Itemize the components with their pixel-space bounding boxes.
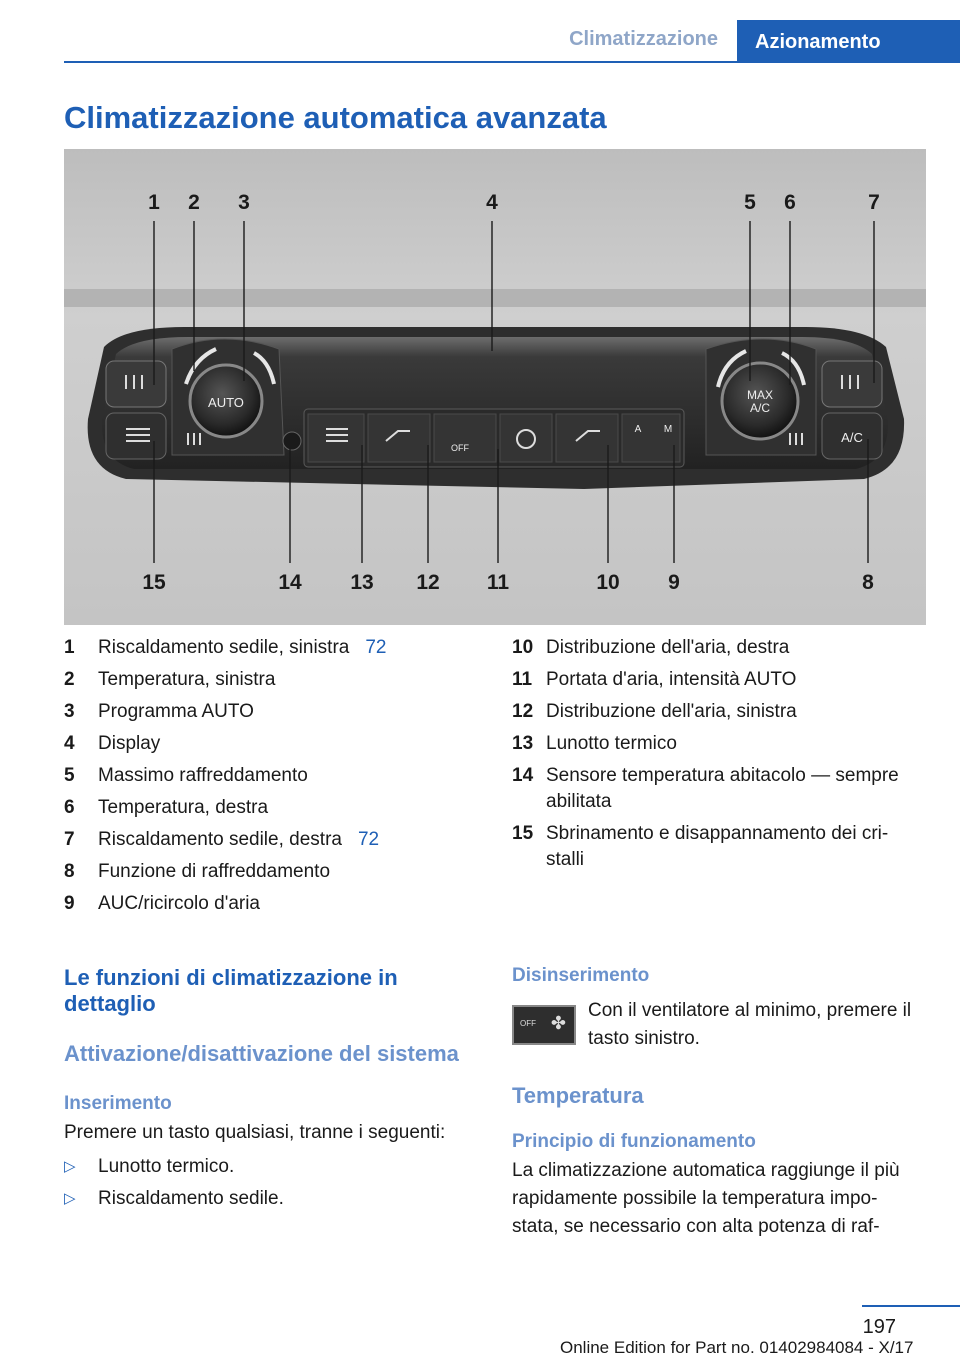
auc-m-label: M bbox=[663, 424, 673, 435]
page-title: Climatizzazione automatica avanzata bbox=[64, 100, 607, 135]
callout-6: 6 bbox=[784, 191, 796, 214]
auc-a-label: A bbox=[634, 424, 642, 435]
footer-edition: Online Edition for Part no. 01402984084 - X/17 bbox=[560, 1338, 914, 1357]
subsection-heading: Attivazione/disattivazione del sistema bbox=[64, 1041, 459, 1066]
temperatura-heading: Temperatura bbox=[512, 1083, 644, 1108]
max-ac-label: A/C bbox=[749, 401, 771, 415]
disinserimento-text-1: Con il ventilatore al minimo, premere il bbox=[588, 1000, 912, 1021]
page-number: 197 bbox=[862, 1316, 896, 1338]
principio-text-1: La climatizzazione automatica raggiunge il più bbox=[512, 1160, 900, 1181]
callout-2: 2 bbox=[188, 191, 200, 214]
inserimento-text: Premere un tasto qualsiasi, tranne i seguenti: bbox=[64, 1122, 446, 1143]
callout-13: 13 bbox=[350, 571, 374, 594]
callout-14: 14 bbox=[278, 571, 302, 594]
header-section: Climatizzazione bbox=[569, 28, 718, 50]
principio-text-2: rapidamente possibile la temperatura impo- bbox=[512, 1188, 878, 1209]
inserimento-heading: Inserimento bbox=[64, 1093, 172, 1114]
bullet-item: ▷ Riscaldamento sedile. bbox=[64, 1185, 474, 1213]
page-ref-link[interactable]: 72 bbox=[365, 637, 387, 658]
climate-control-photo bbox=[64, 149, 926, 625]
footer-rule bbox=[862, 1305, 960, 1307]
off-label: OFF bbox=[451, 443, 469, 453]
off-fan-button-icon: OFF ✤ bbox=[512, 1005, 576, 1045]
callout-4: 4 bbox=[486, 191, 498, 214]
principio-heading: Principio di funzionamento bbox=[512, 1131, 756, 1152]
max-label: MAX bbox=[746, 388, 774, 402]
page-ref-link[interactable]: 72 bbox=[357, 829, 380, 850]
section-heading: Le funzioni di climatizzazione in bbox=[64, 965, 398, 990]
ac-label: A/C bbox=[841, 430, 863, 445]
callout-15: 15 bbox=[142, 571, 166, 594]
principio-text-3: stata, se necessario con alta potenza di raf- bbox=[512, 1216, 880, 1237]
callout-10: 10 bbox=[596, 571, 620, 594]
callout-12: 12 bbox=[416, 571, 440, 594]
callout-3: 3 bbox=[238, 191, 250, 214]
triangle-bullet-icon: ▷ bbox=[64, 1190, 76, 1207]
callout-9: 9 bbox=[668, 571, 680, 594]
header-tab: Azionamento bbox=[737, 20, 960, 62]
section-functions bbox=[64, 965, 474, 1213]
disinserimento-heading: Disinserimento bbox=[512, 965, 650, 986]
callout-7: 7 bbox=[868, 191, 880, 214]
callout-11: 11 bbox=[486, 571, 510, 594]
callout-5: 5 bbox=[744, 191, 756, 214]
section-heading-cont: dettaglio bbox=[64, 991, 156, 1016]
disinserimento-text-2: tasto sinistro. bbox=[588, 1028, 700, 1049]
bullet-item: ▷ Lunotto termico. bbox=[64, 1153, 474, 1181]
disinserimento-block bbox=[512, 1001, 926, 1071]
auto-label: AUTO bbox=[208, 395, 244, 410]
header-rule bbox=[64, 61, 960, 63]
triangle-bullet-icon: ▷ bbox=[64, 1158, 76, 1175]
page-header bbox=[0, 0, 960, 62]
section-off-temperature bbox=[512, 965, 926, 1241]
callout-1: 1 bbox=[148, 191, 160, 214]
callout-8: 8 bbox=[862, 571, 874, 594]
